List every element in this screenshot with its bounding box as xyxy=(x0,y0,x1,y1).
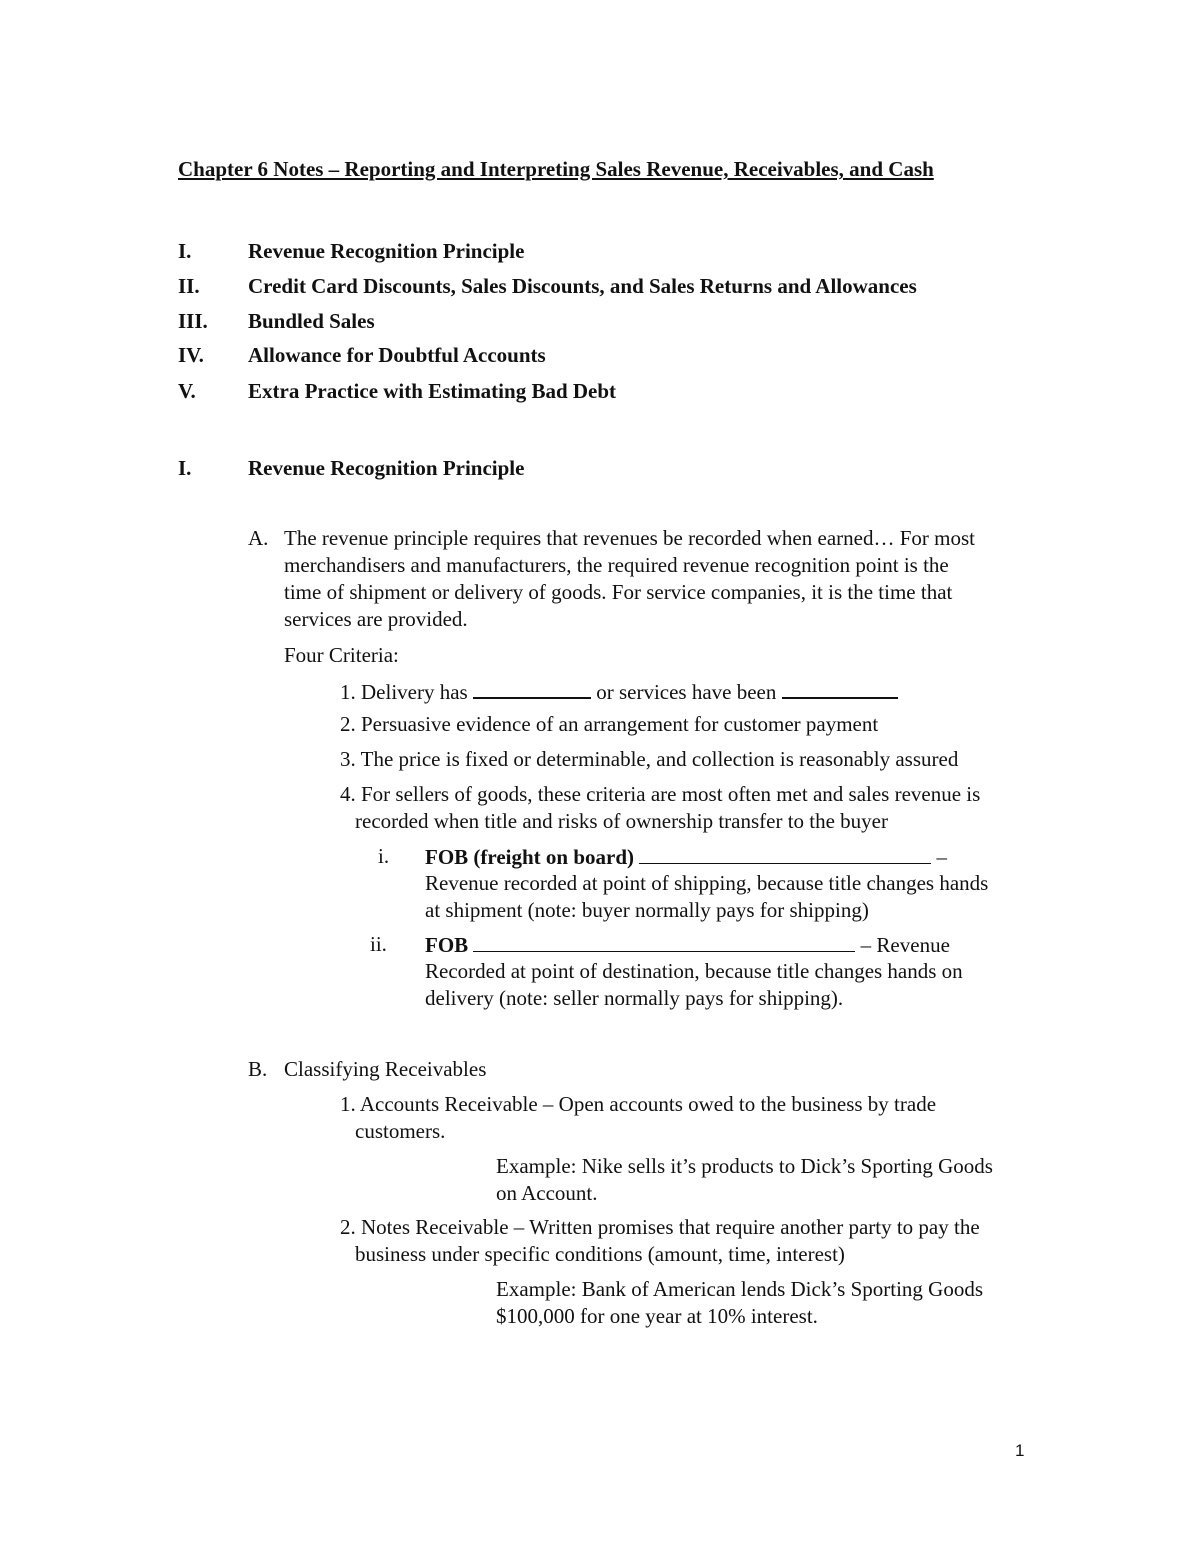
criterion-1 xyxy=(340,677,898,706)
accounts-receivable-line-1: 1. Accounts Receivable – Open accounts owed to the business by trade xyxy=(340,1092,937,1116)
toc-num-4: IV. xyxy=(178,343,204,367)
roman-ii-label: ii. xyxy=(370,932,387,956)
toc-item-2: Credit Card Discounts, Sales Discounts, and Sales Returns and Allowances xyxy=(248,274,917,298)
criterion-2: 2. Persuasive evidence of an arrangement for customer payment xyxy=(340,712,879,736)
fill-in-blank[interactable] xyxy=(782,677,898,699)
fill-in-blank[interactable] xyxy=(473,931,855,952)
document-title: Chapter 6 Notes – Reporting and Interpreting Sales Revenue, Receivables, and Cash xyxy=(178,157,934,181)
roman-i-label: i. xyxy=(378,844,390,868)
item-b-heading: Classifying Receivables xyxy=(284,1057,487,1081)
fob-shipping-line xyxy=(425,843,947,871)
toc-num-3: III. xyxy=(178,309,208,333)
toc-item-5: Extra Practice with Estimating Bad Debt xyxy=(248,379,617,403)
notes-receivable-line-2: business under specific conditions (amount, time, interest) xyxy=(355,1242,845,1266)
example-1-line-1: Example: Nike sells it’s products to Dick’s Sporting Goods xyxy=(496,1154,993,1178)
fob-destination-line xyxy=(425,931,950,959)
criterion-3: 3. The price is fixed or determinable, and collection is reasonably assured xyxy=(340,747,959,771)
fob-destination-desc-2: delivery (note: seller normally pays for shipping). xyxy=(425,986,844,1010)
criterion-4-line-1: 4. For sellers of goods, these criteria are most often met and sales revenue is xyxy=(340,782,981,806)
toc-item-4: Allowance for Doubtful Accounts xyxy=(248,343,546,367)
fob-shipping-desc-2: at shipment (note: buyer normally pays for shipping) xyxy=(425,898,869,922)
fob-shipping-desc-1: Revenue recorded at point of shipping, because title changes hands xyxy=(425,871,989,895)
criterion-4-line-2: recorded when title and risks of ownership transfer to the buyer xyxy=(355,809,888,833)
fill-in-blank[interactable] xyxy=(473,677,591,699)
criterion-1-part-a: 1. Delivery has xyxy=(340,680,468,704)
fill-in-blank[interactable] xyxy=(639,843,931,864)
example-2-line-1: Example: Bank of American lends Dick’s Sporting Goods xyxy=(496,1277,984,1301)
four-criteria-label: Four Criteria: xyxy=(284,643,399,667)
section-1-heading: Revenue Recognition Principle xyxy=(248,456,525,480)
revenue-label: – Revenue xyxy=(860,933,950,957)
example-2-line-2: $100,000 for one year at 10% interest. xyxy=(496,1304,818,1328)
notes-receivable-line-1: 2. Notes Receivable – Written promises that require another party to pay the xyxy=(340,1215,980,1239)
fob-destination-desc-1: Recorded at point of destination, because title changes hands on xyxy=(425,959,963,983)
section-1-num: I. xyxy=(178,456,192,480)
toc-item-1: Revenue Recognition Principle xyxy=(248,239,525,263)
item-b-label: B. xyxy=(248,1057,268,1081)
fob-label: FOB xyxy=(425,933,469,957)
accounts-receivable-line-2: customers. xyxy=(355,1119,446,1143)
dash: – xyxy=(936,845,948,869)
toc-num-5: V. xyxy=(178,379,196,403)
toc-num-2: II. xyxy=(178,274,200,298)
item-a-line-3: time of shipment or delivery of goods. For service companies, it is the time that xyxy=(284,580,953,604)
page-number: 1 xyxy=(1015,1441,1025,1460)
fob-freight-label: FOB (freight on board) xyxy=(425,845,635,869)
toc-item-3: Bundled Sales xyxy=(248,309,375,333)
item-a-label: A. xyxy=(248,526,269,550)
item-a-line-1: The revenue principle requires that revenues be recorded when earned… For most xyxy=(284,526,975,550)
criterion-1-part-b: or services have been xyxy=(596,680,777,704)
item-a-line-4: services are provided. xyxy=(284,607,468,631)
toc-num-1: I. xyxy=(178,239,192,263)
item-a-line-2: merchandisers and manufacturers, the required revenue recognition point is the xyxy=(284,553,949,577)
example-1-line-2: on Account. xyxy=(496,1181,598,1205)
